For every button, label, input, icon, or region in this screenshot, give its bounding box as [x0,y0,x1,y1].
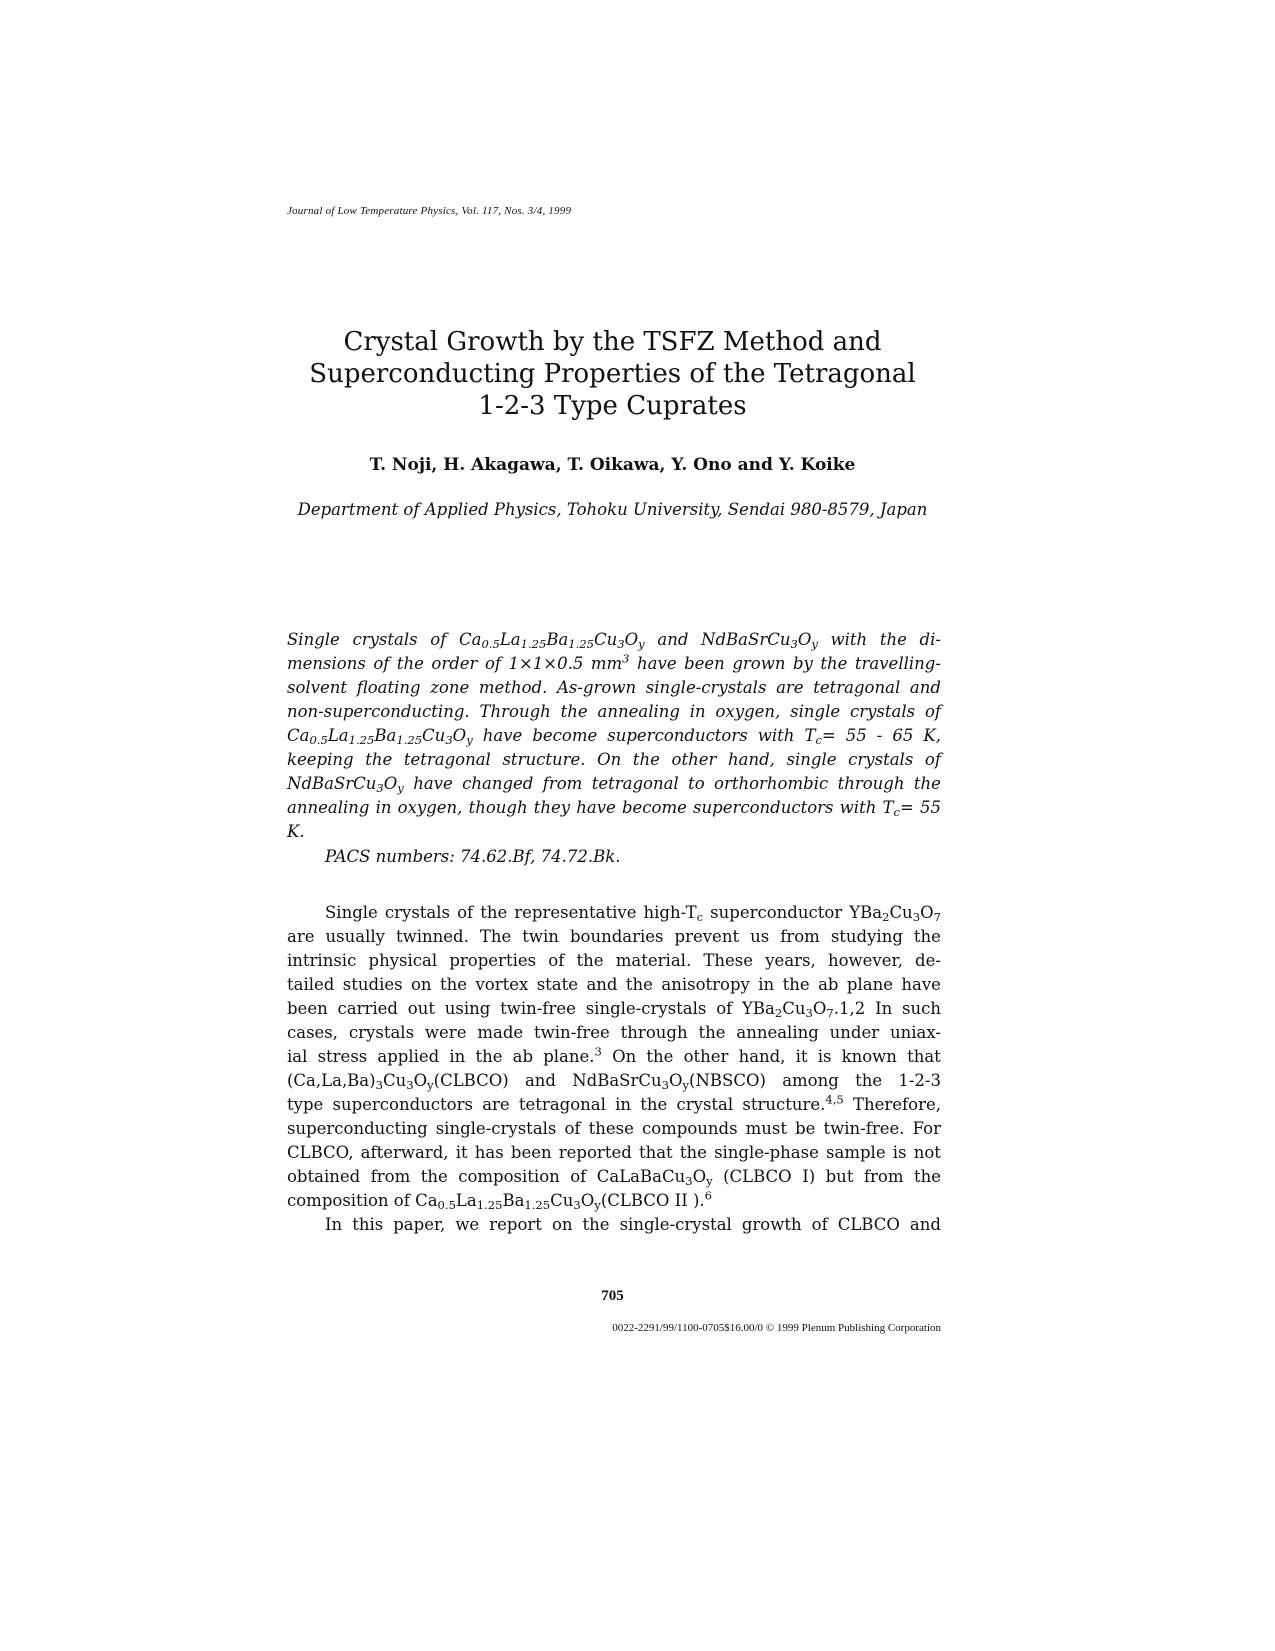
body-line: CLBCO, afterward, it has been reported that the single-phase sample is not [287,1143,941,1162]
title-line: 1-2-3 Type Cuprates [478,391,747,421]
body-line: tailed studies on the vortex state and the anisotropy in the ab plane have [287,975,941,994]
abstract-line: $NdBaSrCu_3O_y$ have changed from tetragonal to orthorhombic through the [287,774,941,795]
abstract-line: non-superconducting. Through the annealing in oxygen, single crystals of [287,702,941,721]
journal-header: Journal of Low Temperature Physics, Vol. 117, Nos. 3/4, 1999 [287,205,572,217]
body-text [287,901,941,1237]
body-line: $(Ca,La,Ba)_3Cu_3O_y(CLBCO)$ and $NdBaSrCu_3O_y(NBSCO)$ among the 1-2-3 [287,1071,941,1092]
abstract-line: solvent floating zone method. As-grown single-crystals are tetragonal and [287,678,941,697]
page-number: 705 [601,1288,624,1304]
body-line: intrinsic physical properties of the material. These years, however, de- [287,951,941,970]
abstract-line: K. [287,822,305,841]
abstract-line: mensions of the order of 1×1×0.5 $mm^3$ have been grown by the travelling- [287,651,941,673]
abstract-line: Single crystals of $Ca_{0.5}La_{1.25}Ba_{1.25}Cu_3O_y$ and $NdBaSrCu_3O_y$ with the di- [287,630,941,651]
affiliation: Department of Applied Physics, Tohoku University, Sendai 980-8579, Japan [297,500,928,519]
abstract-line: keeping the tetragonal structure. On the other hand, single crystals of [287,750,941,769]
title-line: Superconducting Properties of the Tetragonal [309,359,916,389]
body-line: been carried out using twin-free single-crystals of $YBa_2Cu_3O_7.1,2$ In such [287,999,941,1020]
abstract [287,628,941,844]
body-line: superconducting single-crystals of these compounds must be twin-free. For [287,1119,941,1138]
body-line: In this paper, we report on the single-crystal growth of CLBCO and [325,1215,941,1234]
body-line: ial stress applied in the ab plane.$^3$ On the other hand, it is known that [287,1044,941,1066]
body-line: Single crystals of the representative high-$T_c$ superconductor $YBa_2Cu_3O_7$ [325,903,941,924]
body-line: obtained from the composition of $CaLaBaCu_3O_y$ (CLBCO I) but from the [287,1167,941,1188]
copyright-line: 0022-2291/99/1100-0705$16.00/0 © 1999 Plenum Publishing Corporation [612,1322,941,1334]
body-line: are usually twinned. The twin boundaries prevent us from studying the [287,927,941,946]
body-line: cases, crystals were made twin-free through the annealing under uniax- [287,1023,941,1042]
author-list: T. Noji, H. Akagawa, T. Oikawa, Y. Ono and Y. Koike [369,455,856,475]
pacs-numbers: PACS numbers: 74.62.Bf, 74.72.Bk. [325,847,621,866]
title-line: Crystal Growth by the TSFZ Method and [343,327,882,357]
abstract-line: $Ca_{0.5}La_{1.25}Ba_{1.25}Cu_3O_y$ have become superconductors with $T_c=$ 55 - 65 K, [287,726,941,747]
body-line: type superconductors are tetragonal in the crystal structure.$^{4,5}$ Therefore, [287,1092,941,1114]
paper-title [250,326,975,422]
body-line: composition of $Ca_{0.5}La_{1.25}Ba_{1.25}Cu_3O_y(CLBCO$ II ).$^6$ [287,1188,713,1212]
abstract-line: annealing in oxygen, though they have become superconductors with $T_c=$ 55 [287,798,941,819]
